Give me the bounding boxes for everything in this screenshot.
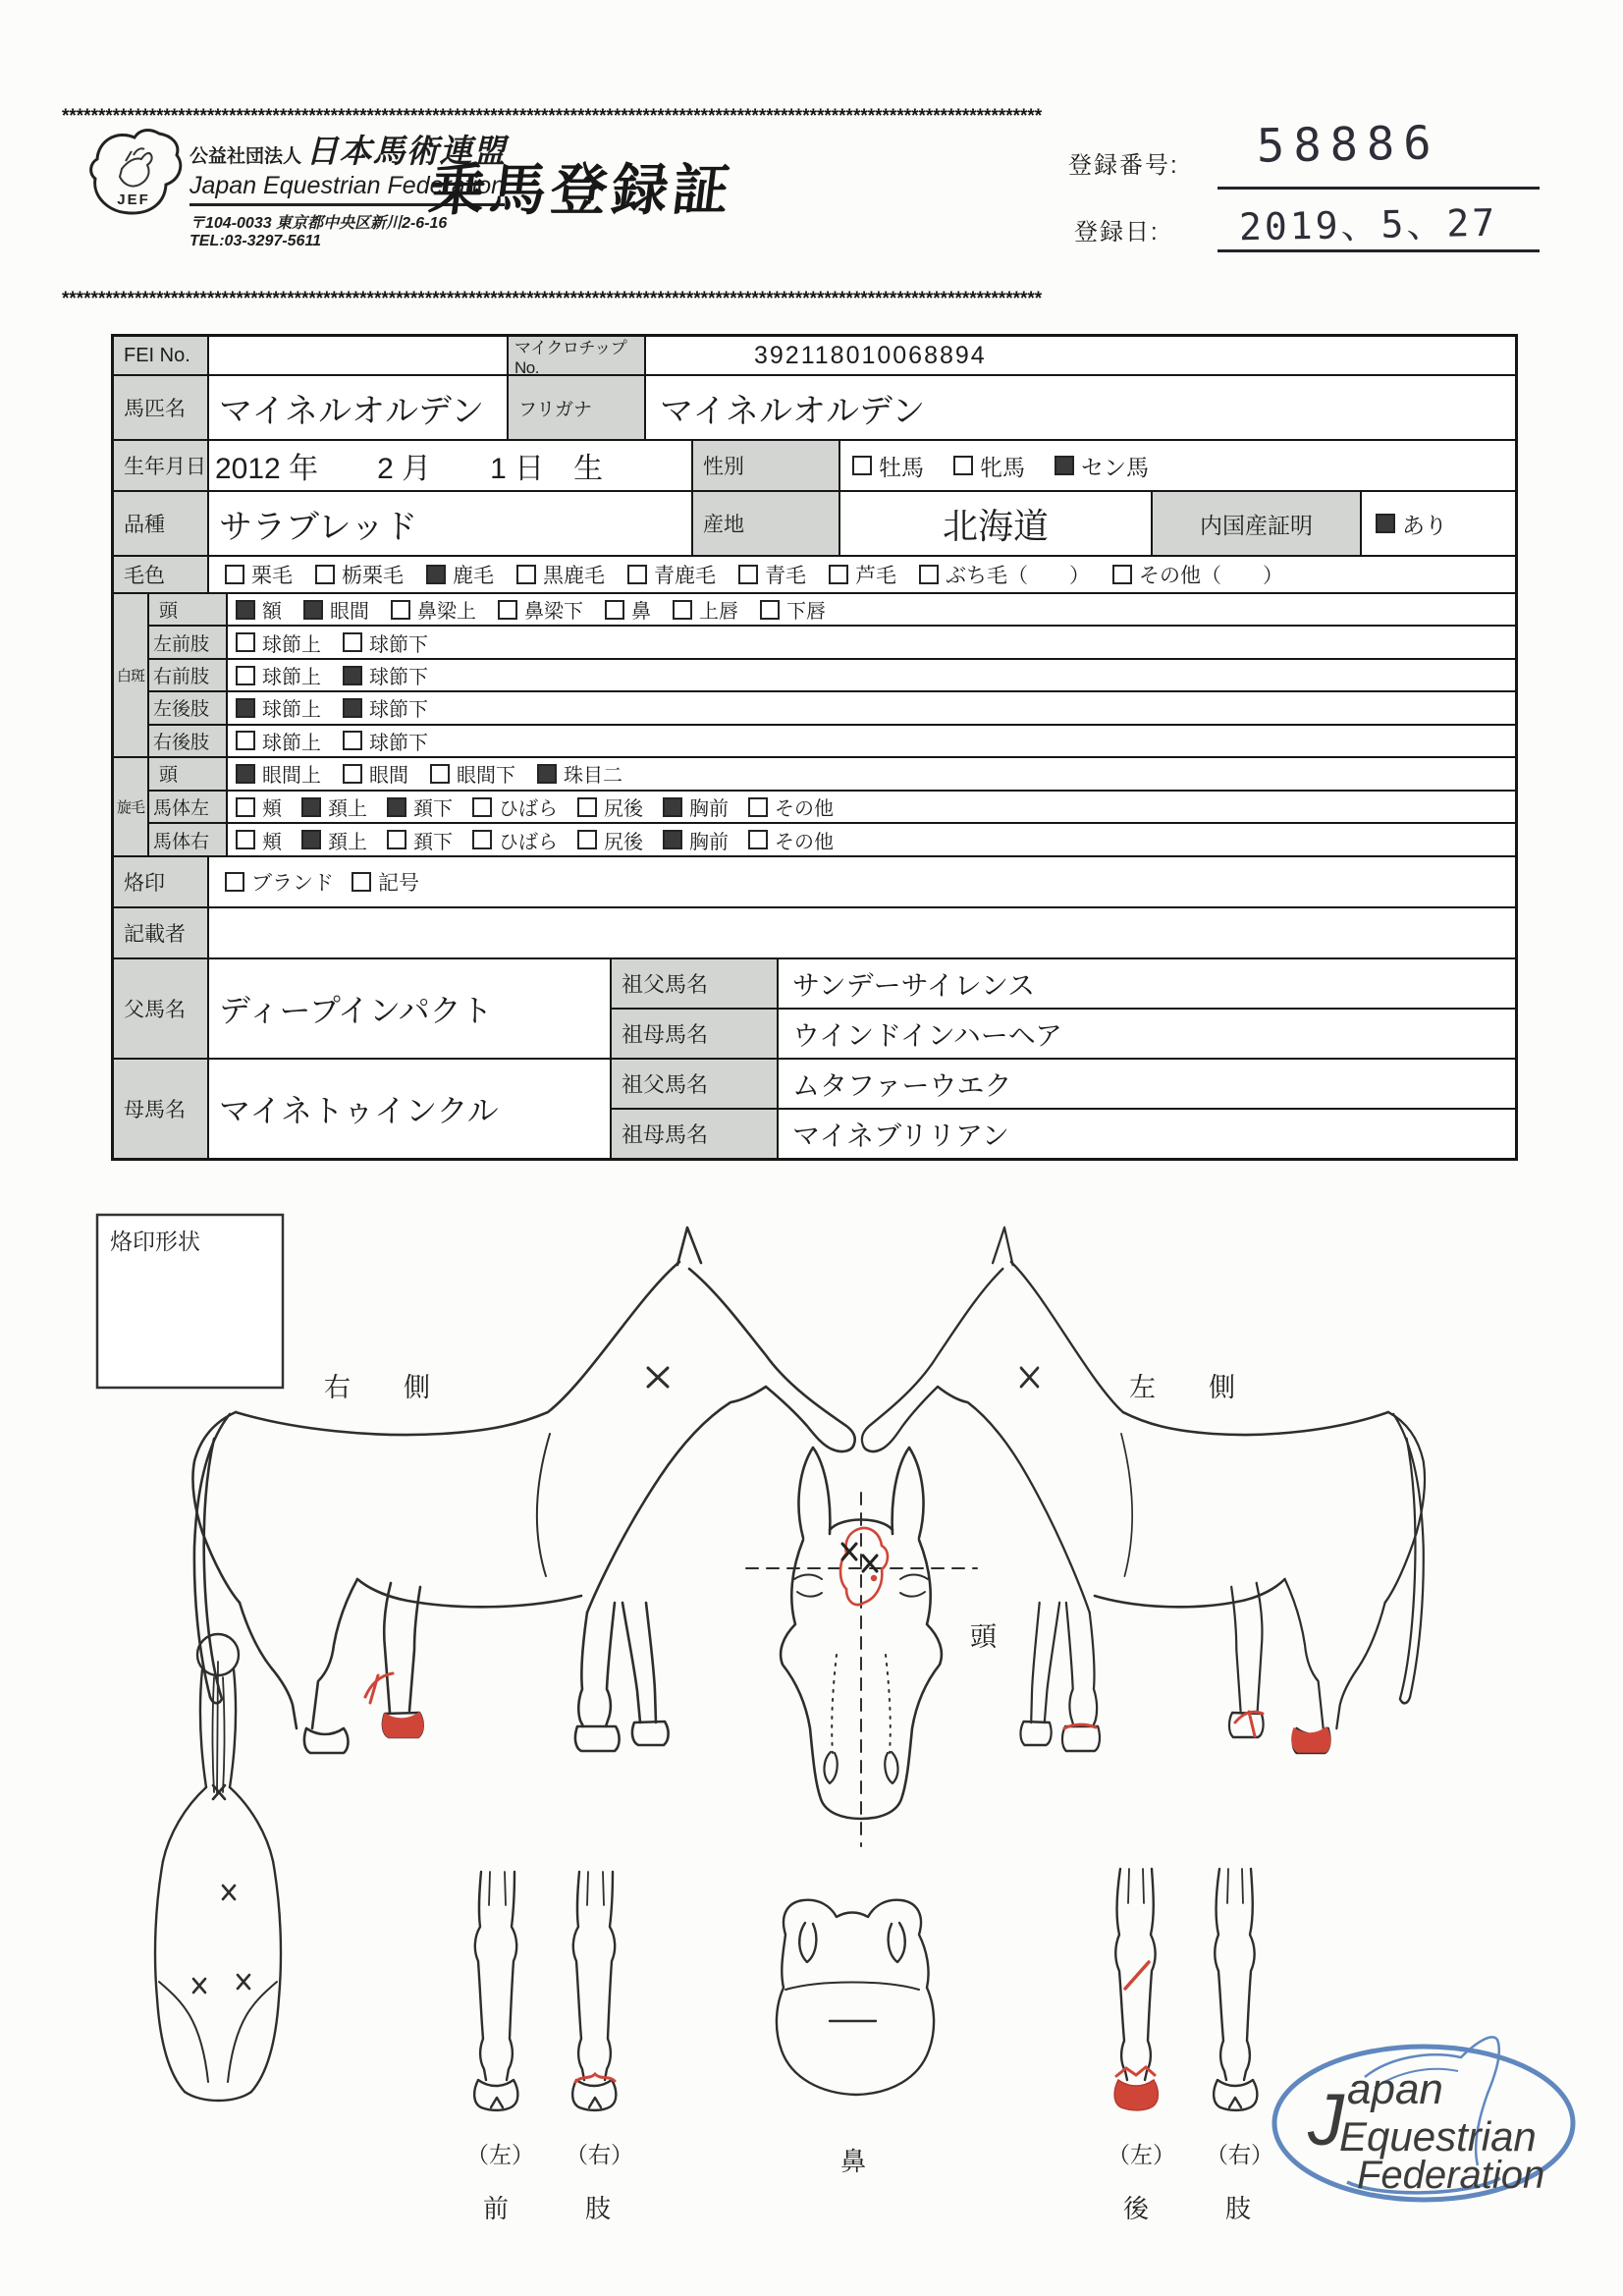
checkbox-whorl [430, 759, 515, 788]
org-type: 公益社団法人 [189, 146, 302, 167]
checkbox-label: 芦毛 [855, 565, 896, 587]
checkbox-label: 鼻梁上 [417, 601, 476, 624]
checkbox-label: ぶち毛（ ） [946, 565, 1090, 587]
checkbox-whorl [663, 793, 729, 821]
checkbox-marking [605, 595, 651, 624]
checkbox-box [537, 764, 557, 784]
checkbox-label: 鹿毛 [453, 565, 494, 587]
checkbox-box [236, 764, 255, 784]
checkbox-box [352, 872, 371, 892]
checkbox-box [1376, 514, 1395, 533]
dam-sire-value: ムタファーウエク [792, 1069, 1012, 1101]
horse-left-side-view [862, 1228, 1425, 1753]
checkbox-box [426, 565, 446, 584]
dam-dam-value: マイネブリリアン [792, 1120, 1009, 1151]
checkbox-box [577, 797, 597, 817]
stamp-line3: Federation [1357, 2154, 1545, 2197]
sire-value: ディープインパクト [209, 959, 612, 1058]
row-name [114, 374, 1515, 439]
checkbox-box [236, 600, 255, 620]
checkbox-coat [919, 560, 1090, 589]
checkbox-whorl [748, 793, 834, 821]
part-options [228, 824, 1515, 855]
checkbox-mare [953, 450, 1025, 482]
checkbox-box [225, 872, 244, 892]
checkbox-brand [352, 867, 419, 897]
whorls-row-left [149, 790, 1515, 823]
breed-value: サラブレッド [209, 492, 693, 555]
document-title: 乗馬登録証 [425, 159, 738, 222]
checkbox-label: 記号 [378, 872, 419, 895]
fei-label: FEI No. [114, 337, 209, 374]
checkbox-marking [343, 629, 428, 657]
checkbox-box [919, 565, 939, 584]
reg-date-label: 登録日: [1074, 219, 1160, 246]
checkbox-label: 眼間下 [457, 765, 515, 788]
white-markings-label: 白斑 [114, 594, 149, 756]
red-star-marking [840, 1528, 888, 1605]
checkbox-box [343, 698, 362, 718]
coat-label: 毛色 [114, 557, 209, 592]
origin-label: 産地 [693, 492, 840, 555]
checkbox-whorl [537, 759, 622, 788]
checkbox-label: 頚上 [328, 831, 367, 853]
right-side-label: 右 側 [324, 1373, 430, 1402]
checkbox-label: 黒鹿毛 [543, 565, 605, 587]
checkbox-box [760, 600, 780, 620]
microchip-label: マイクロチップNo. [509, 337, 646, 374]
checkbox-marking [236, 661, 321, 689]
checkbox-label: 尻後 [604, 831, 643, 853]
checkbox-whorl [472, 793, 558, 821]
checkbox-whorl [663, 826, 729, 854]
checkbox-box [236, 666, 255, 685]
checkbox-marking [236, 629, 321, 657]
coat-options [209, 557, 1515, 592]
checkbox-whorl [236, 826, 282, 854]
checkbox-box [236, 731, 255, 750]
checkbox-box [498, 600, 517, 620]
checkbox-box [673, 600, 692, 620]
checkbox-label: 頚下 [413, 831, 453, 853]
checkbox-label: セン馬 [1081, 454, 1149, 480]
part-options [228, 792, 1515, 823]
sire-sire-label: 祖父馬名 [612, 959, 779, 1008]
reg-no-value: 58886 [1256, 116, 1440, 174]
checkbox-label: 眼間 [369, 765, 408, 788]
part-options [228, 758, 1515, 790]
checkbox-box [343, 731, 362, 750]
fei-value [209, 337, 509, 374]
reg-date-value: 2019、5、27 [1238, 200, 1498, 249]
microchip-value: 392118010068894 [754, 341, 987, 369]
checkbox-box [627, 565, 647, 584]
org-address: 〒104-0033 東京都中央区新川2-6-16 [189, 215, 448, 232]
checkbox-coat [738, 560, 806, 589]
org-tel: TEL:03-3297-5611 [189, 233, 321, 249]
checkbox-whorl [387, 826, 453, 854]
checkbox-label: 青鹿毛 [654, 565, 716, 587]
part-label: 左前肢 [149, 627, 228, 657]
brand-shape-label: 烙印形状 [110, 1229, 200, 1254]
checkbox-box [387, 797, 406, 817]
jef-stamp [1274, 2037, 1573, 2200]
sire-label: 父馬名 [114, 959, 209, 1058]
checkbox-box [516, 565, 536, 584]
sire-sire-value: サンデーサイレンス [792, 969, 1036, 1001]
section-white-markings [114, 592, 1515, 756]
checkbox-marking [236, 727, 321, 755]
checkbox-label: 牝馬 [980, 454, 1025, 480]
part-label: 頭 [149, 594, 228, 625]
checkbox-label: 球節下 [369, 699, 428, 722]
checkbox-label: 珠目二 [564, 765, 622, 788]
checkbox-whorl [301, 793, 367, 821]
sex-label: 性別 [693, 441, 840, 490]
checkbox-box [391, 600, 410, 620]
row-brand [114, 855, 1515, 906]
checkbox-whorl [577, 826, 643, 854]
checkbox-box [748, 797, 768, 817]
jef-logo [82, 126, 189, 220]
checkbox-label: その他 [775, 798, 834, 820]
recorder-label: 記載者 [114, 908, 209, 957]
stamp-line2: Equestrian [1339, 2113, 1537, 2159]
checkbox-label: 栃栗毛 [342, 565, 404, 587]
block-sire [114, 957, 1515, 1058]
checkbox-marking [236, 595, 282, 624]
checkbox-label: 球節下 [369, 732, 428, 754]
checkbox-coat [225, 560, 293, 589]
part-label: 右後肢 [149, 726, 228, 756]
checkbox-whorl [236, 759, 321, 788]
asterisk-divider-bottom: *************************************************************************************************************************************** [62, 289, 1043, 309]
checkbox-box [1112, 565, 1132, 584]
brand-label: 烙印 [114, 857, 209, 906]
checkbox-label: 胸前 [689, 831, 729, 853]
checkbox-stallion [852, 450, 924, 482]
section-whorls [114, 756, 1515, 855]
checkbox-box [1055, 456, 1074, 475]
checkbox-box [343, 632, 362, 652]
nose-label: 鼻 [840, 2147, 867, 2176]
checkbox-label: 青毛 [765, 565, 806, 587]
checkbox-label: 球節上 [262, 732, 321, 754]
part-options [228, 627, 1515, 657]
row-birth-sex [114, 439, 1515, 490]
white-markings-row-lh [149, 690, 1515, 723]
checkbox-box [738, 565, 758, 584]
checkbox-box [301, 797, 321, 817]
checkbox-label: 球節上 [262, 667, 321, 689]
block-dam [114, 1058, 1515, 1158]
checkbox-box [387, 830, 406, 849]
reg-no-label: 登録番号: [1068, 152, 1179, 179]
part-options [228, 660, 1515, 690]
white-markings-row-lf [149, 625, 1515, 657]
part-options [228, 692, 1515, 723]
checkbox-coat [315, 560, 404, 589]
checkbox-marking [391, 595, 476, 624]
rear-limb-label: 後 肢 [1123, 2194, 1252, 2223]
front-right-label: （右） [566, 2142, 633, 2167]
birth-value: 2012 年 2 月 1 日 生 [209, 441, 693, 490]
checkbox-label: 頚上 [328, 798, 367, 820]
brand-options [209, 857, 1515, 906]
checkbox-whorl [748, 826, 834, 854]
checkbox-label: 栗毛 [251, 565, 293, 587]
checkbox-coat [627, 560, 716, 589]
part-label: 頭 [149, 758, 228, 790]
checkbox-box [663, 830, 682, 849]
front-limb-label: 前 肢 [483, 2194, 612, 2223]
whorls-label: 旋毛 [114, 758, 149, 855]
checkbox-label: 球節下 [369, 667, 428, 689]
checkbox-box [430, 764, 450, 784]
head-label: 頭 [970, 1622, 997, 1652]
checkbox-box [303, 600, 323, 620]
checkbox-coat [1112, 560, 1283, 589]
checkbox-box [343, 764, 362, 784]
dam-dam-row [612, 1108, 1515, 1158]
dam-value: マイネトゥインクル [209, 1060, 612, 1158]
checkbox-label: 牡馬 [879, 454, 924, 480]
checkbox-box [663, 797, 682, 817]
checkbox-box [236, 698, 255, 718]
sire-dam-value: ウインドインハーヘア [792, 1019, 1062, 1051]
checkbox-label: 眼間上 [262, 765, 321, 788]
birth-label: 生年月日 [114, 441, 209, 490]
stamp-initial-j: J [1308, 2079, 1344, 2160]
checkbox-label: 球節下 [369, 633, 428, 656]
part-options [228, 594, 1515, 625]
checkbox-label: 球節上 [262, 633, 321, 656]
checkbox-box [315, 565, 335, 584]
checkbox-label: 鼻 [631, 601, 651, 624]
part-label: 右前肢 [149, 660, 228, 690]
part-label: 馬体左 [149, 792, 228, 823]
checkbox-whorl [301, 826, 367, 854]
white-markings-row-rf [149, 658, 1515, 690]
whorls-row-head [149, 758, 1515, 790]
stamp-line1: apan [1347, 2065, 1443, 2113]
checkbox-box [577, 830, 597, 849]
sire-sire-row [612, 959, 1515, 1008]
checkbox-marking [303, 595, 369, 624]
reg-no-underline [1217, 187, 1540, 190]
checkbox-marking [498, 595, 583, 624]
checkbox-label: 鼻梁下 [524, 601, 583, 624]
horse-name-label: 馬匹名 [114, 376, 209, 439]
checkbox-brand [225, 867, 334, 897]
furigana-value: マイネルオルデン [660, 392, 926, 430]
checkbox-whorl [387, 793, 453, 821]
checkbox-coat [829, 560, 896, 589]
dam-sire-row [612, 1060, 1515, 1108]
part-label: 馬体右 [149, 824, 228, 855]
checkbox-label: 頬 [262, 798, 282, 820]
sex-options [840, 441, 1515, 490]
checkbox-box [748, 830, 768, 849]
dam-dam-label: 祖母馬名 [612, 1110, 779, 1158]
checkbox-box [829, 565, 848, 584]
domestic-cert-option [1362, 492, 1515, 555]
checkbox-whorl [577, 793, 643, 821]
checkbox-marking [343, 727, 428, 755]
checkbox-marking [343, 661, 428, 689]
dam-sire-label: 祖父馬名 [612, 1060, 779, 1108]
checkbox-whorl [236, 793, 282, 821]
checkbox-box [605, 600, 624, 620]
white-markings-row-rh [149, 724, 1515, 756]
checkbox-label: その他 [775, 831, 834, 853]
checkbox-label: ひばら [499, 831, 558, 853]
reg-date-underline [1217, 249, 1540, 252]
checkbox-box [343, 666, 362, 685]
checkbox-box [852, 456, 872, 475]
checkbox-label: 頬 [262, 831, 282, 853]
checkbox-box [225, 565, 244, 584]
checkbox-coat [426, 560, 494, 589]
domestic-cert-label: 内国産証明 [1153, 492, 1362, 555]
checkbox-label: 頚下 [413, 798, 453, 820]
row-recorder [114, 906, 1515, 957]
checkbox-label: ひばら [499, 798, 558, 820]
nose-diagram [777, 1900, 934, 2095]
checkbox-gelding [1055, 450, 1149, 482]
part-options [228, 726, 1515, 756]
org-name: 日本馬術連盟 [305, 133, 507, 169]
checkbox-domestic-yes [1376, 508, 1447, 540]
horse-head-front-view [746, 1448, 977, 1846]
asterisk-divider-top: *************************************************************************************************************************************** [62, 106, 1043, 127]
checkbox-label: あり [1402, 512, 1447, 538]
row-breed-origin [114, 490, 1515, 555]
checkbox-label: 胸前 [689, 798, 729, 820]
checkbox-marking [343, 693, 428, 722]
checkbox-label: その他（ ） [1139, 565, 1283, 587]
checkbox-label: 上唇 [699, 601, 738, 624]
checkbox-marking [760, 595, 826, 624]
breed-label: 品種 [114, 492, 209, 555]
jef-logo-text: JEF [117, 191, 150, 208]
horse-markings-diagram [0, 1159, 1623, 2296]
horse-rider-icon [120, 153, 152, 187]
checkbox-label: ブランド [251, 872, 334, 895]
checkbox-label: 額 [262, 601, 282, 624]
whorls-row-right [149, 822, 1515, 855]
horse-name-value: マイネルオルデン [209, 376, 509, 439]
part-label: 左後肢 [149, 692, 228, 723]
checkbox-whorl [343, 759, 408, 788]
checkbox-box [236, 632, 255, 652]
checkbox-box [301, 830, 321, 849]
org-name-en: Japan Equestrian Federation [189, 172, 505, 206]
white-markings-row-head [149, 594, 1515, 625]
horse-top-view [155, 1634, 281, 2101]
dam-label: 母馬名 [114, 1060, 209, 1158]
rear-left-label: （左） [1108, 2142, 1175, 2167]
sire-dam-label: 祖母馬名 [612, 1010, 779, 1058]
horse-data-table [111, 334, 1518, 1161]
left-side-label: 左 側 [1129, 1373, 1235, 1402]
horse-right-side-view [192, 1228, 854, 1753]
checkbox-whorl [472, 826, 558, 854]
row-fei-microchip [114, 337, 1515, 377]
red-markings-right-view [365, 1673, 423, 1737]
recorder-value [209, 908, 1515, 957]
checkbox-label: 球節上 [262, 699, 321, 722]
checkbox-label: 下唇 [786, 601, 826, 624]
checkbox-marking [673, 595, 738, 624]
checkbox-label: 尻後 [604, 798, 643, 820]
checkbox-coat [516, 560, 605, 589]
checkbox-box [472, 830, 492, 849]
checkbox-box [953, 456, 973, 475]
checkbox-box [236, 830, 255, 849]
sire-dam-row [612, 1008, 1515, 1058]
checkbox-box [236, 797, 255, 817]
furigana-label: フリガナ [509, 376, 646, 439]
red-markings-left-view [1064, 1712, 1330, 1752]
origin-value: 北海道 [840, 492, 1153, 555]
row-coat-color [114, 555, 1515, 592]
front-left-label: （左） [466, 2142, 534, 2167]
rear-right-label: （右） [1206, 2142, 1273, 2167]
checkbox-label: 眼間 [330, 601, 369, 624]
checkbox-marking [236, 693, 321, 722]
checkbox-box [472, 797, 492, 817]
